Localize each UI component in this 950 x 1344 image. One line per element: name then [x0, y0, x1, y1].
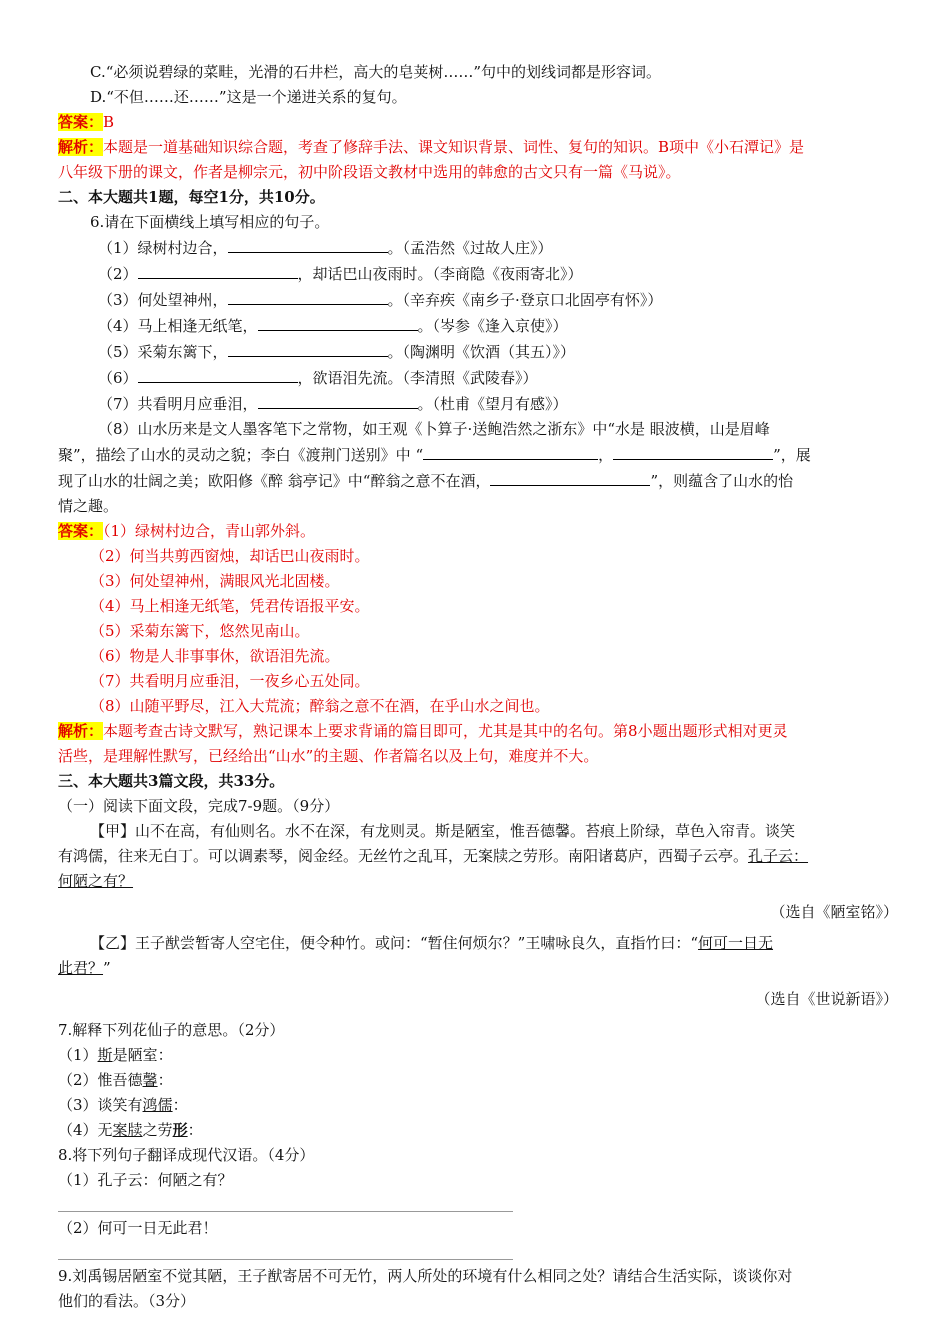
q6-item-8-line-3: 现了山水的壮阔之美；欧阳修《醉 翁亭记》中“醉翁之意不在酒， ”，则蕴含了山水的怡	[58, 468, 898, 494]
q7-item-2: （2）惟吾德馨：	[58, 1071, 173, 1089]
fill-blank[interactable]	[138, 365, 298, 383]
passage-jia-line-2: 有鸿儒，往来无白丁。可以调素琴，阅金经。无丝竹之乱耳，无案牍之劳形。南阳诸葛庐，西蜀子云亭。孔子云：	[58, 847, 809, 865]
analysis-label: 解析：	[58, 138, 104, 156]
q6-answer-6: （6）物是人非事事休，欲语泪先流。	[90, 647, 340, 665]
fill-blank[interactable]	[228, 339, 388, 357]
q6-item-6: （6） ，欲语泪先流。（李清照《武陵春》）	[58, 365, 898, 391]
answer-line[interactable]	[58, 1241, 513, 1260]
q5-answer	[58, 110, 898, 135]
fill-blank[interactable]	[423, 442, 598, 460]
q5-option-c: C.“必须说碧绿的菜畦，光滑的石井栏，高大的皂荚树……”句中的划线词都是形容词。	[90, 63, 662, 81]
q7-item-4: （4）无案牍之劳形：	[58, 1121, 203, 1139]
q6-item-2: （2） ，却话巴山夜雨时。（李商隐《夜雨寄北》）	[58, 261, 898, 287]
q6-answer-7: （7）共看明月应垂泪，一夜乡心五处同。	[90, 672, 370, 690]
q5-option-d: D.“不但……还……”这是一个递进关系的复句。	[90, 88, 407, 106]
q6-prompt: 6.请在下面横线上填写相应的句子。	[90, 213, 330, 231]
q8-item-1: （1）孔子云：何陋之有？	[58, 1171, 233, 1189]
q6-item-8-line-4: 情之趣。	[58, 497, 119, 515]
q9-line-1: 9.刘禹锡居陋室不觉其陋，王子猷寄居不可无竹，两人所处的环境有什么相同之处？请结合生活实际，谈谈你对	[58, 1267, 793, 1285]
q6-answer-5: （5）采菊东篱下，悠然见南山。	[90, 622, 310, 640]
fill-blank[interactable]	[228, 235, 388, 253]
passage-yi-line-2: 此君？”	[58, 959, 111, 977]
q6-answer-2: （2）何当共剪西窗烛，却话巴山夜雨时。	[90, 547, 370, 565]
q6-analysis-1: 解析：本题考查古诗文默写，熟记课本上要求背诵的篇目即可，尤其是其中的名句。第8小题出题形式相对更灵	[58, 722, 788, 740]
q6-answer-3: （3）何处望神州，满眼风光北固楼。	[90, 572, 340, 590]
q6-answer-8: （8）山随平野尽，江入大荒流；醉翁之意不在酒，在乎山水之间也。	[90, 697, 550, 715]
q6-item-5: （5）采菊东篱下， 。（陶渊明《饮酒（其五）》）	[58, 339, 898, 365]
fill-blank[interactable]	[138, 261, 298, 279]
q6-item-8-line-2: 聚”，描绘了山水的灵动之貌；李白《渡荆门送别》中 “ ， ”，展	[58, 442, 898, 468]
fill-blank[interactable]	[258, 391, 418, 409]
answer-label: 答案：	[58, 522, 104, 540]
q8-prompt: 8.将下列句子翻译成现代汉语。（4分）	[58, 1146, 315, 1164]
q6-answer-1: 答案：（1）绿树村边合，青山郭外斜。	[58, 522, 316, 540]
answer-value: B	[103, 113, 115, 131]
q6-item-3: （3）何处望神州， 。（辛弃疾《南乡子·登京口北固亭有怀》）	[58, 287, 898, 313]
q8-item-2: （2）何可一日无此君！	[58, 1219, 218, 1237]
q6-item-7: （7）共看明月应垂泪， 。（杜甫《望月有感》）	[58, 391, 898, 417]
answer-label: 答案：	[58, 113, 104, 131]
q6-analysis-2: 活些，是理解性默写，已经给出“山水”的主题、作者篇名以及上句，难度并不大。	[58, 747, 599, 765]
q7-item-3: （3）谈笑有鸿儒：	[58, 1096, 188, 1114]
analysis-label: 解析：	[58, 722, 104, 740]
q7-item-1: （1）斯是陋室：	[58, 1046, 173, 1064]
q7-prompt: 7.解释下列花仙子的意思。（2分）	[58, 1021, 285, 1039]
q6-item-4: （4）马上相逢无纸笔， 。（岑参《逢入京使》）	[58, 313, 898, 339]
passage-jia-source: （选自《陋室铭》）	[770, 903, 898, 921]
q5-analysis-1: 解析：本题是一道基础知识综合题，考查了修辞手法、课文知识背景、词性、复句的知识。B项中《小石潭记》是	[58, 138, 805, 156]
q5-analysis-2: 八年级下册的课文，作者是柳宗元，初中阶段语文教材中选用的韩愈的古文只有一篇《马说》。	[58, 163, 681, 181]
section-2-heading: 二、本大题共1题，每空1分，共10分。	[58, 188, 325, 206]
fill-blank[interactable]	[228, 287, 388, 305]
fill-blank[interactable]	[258, 313, 418, 331]
q6-answer-4: （4）马上相逢无纸笔，凭君传语报平安。	[90, 597, 370, 615]
q6-item-1: （1）绿树村边合， 。（孟浩然《过故人庄》）	[58, 235, 898, 261]
passage-yi-source: （选自《世说新语》）	[755, 990, 898, 1008]
fill-blank[interactable]	[613, 442, 773, 460]
answer-line[interactable]	[58, 1193, 513, 1212]
passage-jia-line-1: 【甲】山不在高，有仙则名。水不在深，有龙则灵。斯是陋室，惟吾德馨。苔痕上阶绿，草色入帘青。谈笑	[90, 822, 796, 840]
q6-item-8-line-1: （8）山水历来是文人墨客笔下之常物，如王观《卜算子·送鲍浩然之浙东》中“水是 眼波横，山是眉峰	[98, 420, 770, 438]
exam-page	[58, 60, 898, 1314]
fill-blank[interactable]	[490, 468, 650, 486]
q9-line-2: 他们的看法。（3分）	[58, 1292, 196, 1310]
passage-yi-line-1: 【乙】王子猷尝暂寄人空宅住，便令种竹。或问：“暂住何烦尔？”王啸咏良久，直指竹曰：“何可一日无	[90, 934, 774, 952]
passage-jia-line-3: 何陋之有？	[58, 872, 134, 890]
section-3-heading: 三、本大题共3篇文段，共33分。	[58, 772, 285, 790]
part-1-intro: （一）阅读下面文段，完成7-9题。（9分）	[58, 797, 340, 815]
